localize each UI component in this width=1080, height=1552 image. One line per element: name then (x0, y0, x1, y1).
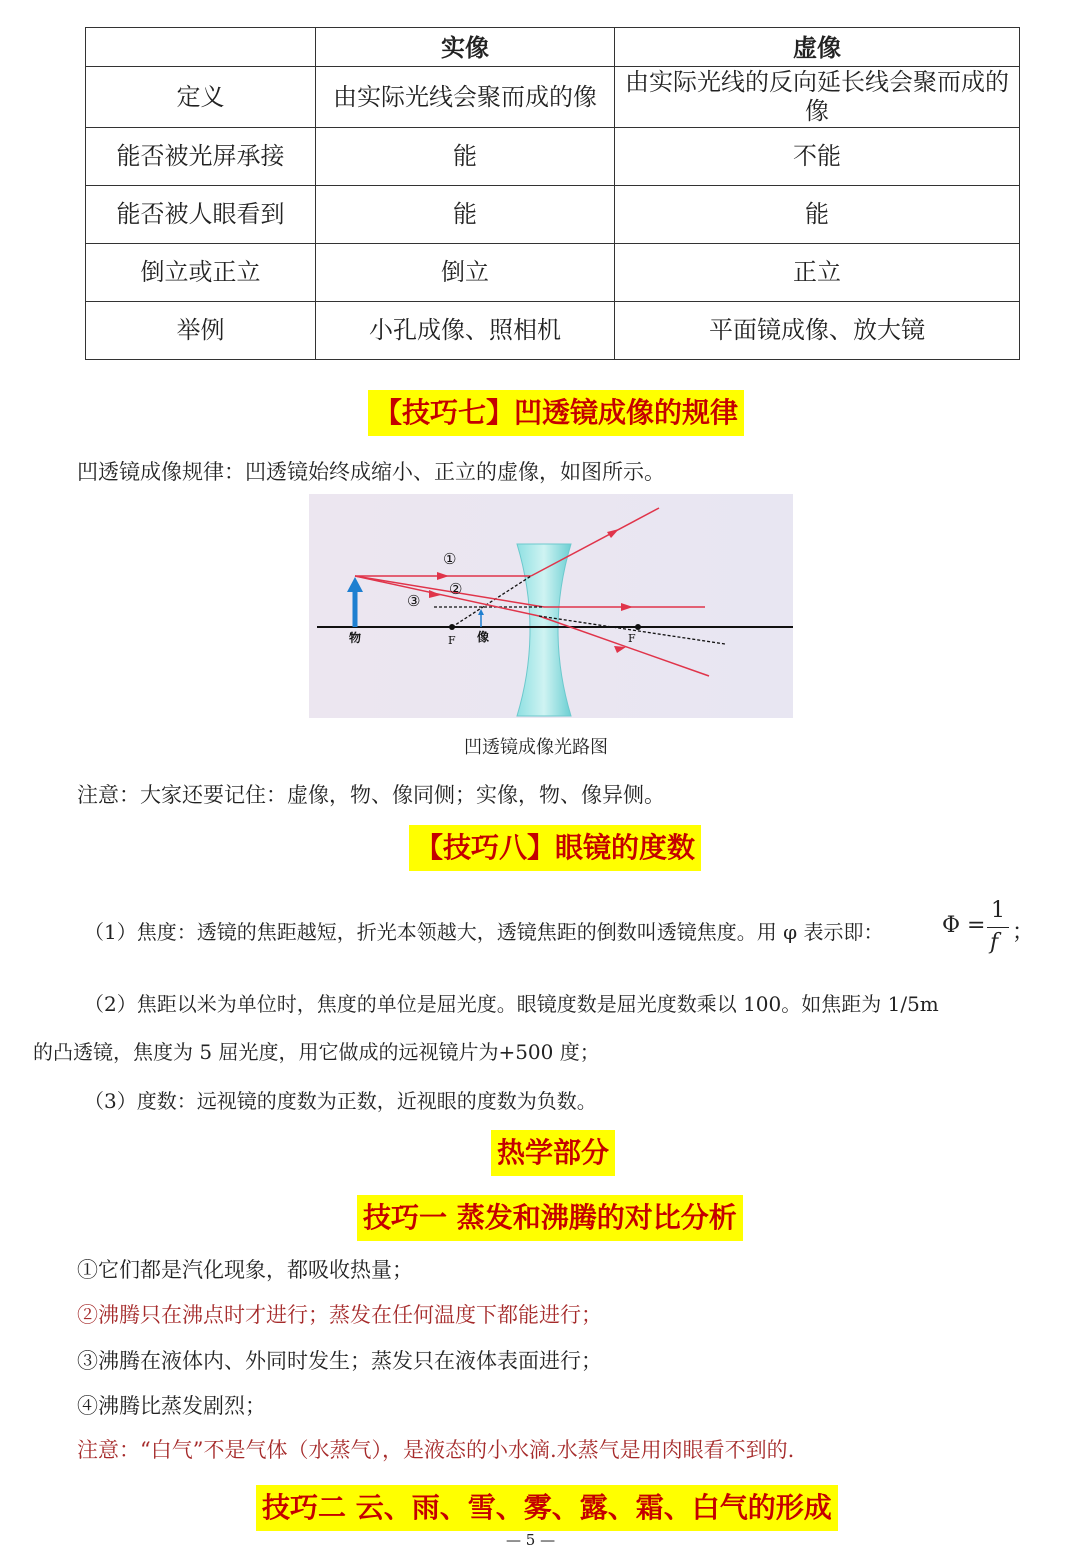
table-cell: 正立 (615, 244, 1020, 302)
table-row (86, 128, 1020, 186)
formula-tail: ； (1012, 920, 1035, 945)
table-header-cell: 实像 (316, 28, 615, 67)
ray-3-label: ③ (407, 592, 421, 610)
heat-item-3: ③沸腾在液体内、外同时发生；蒸发只在液体表面进行； (77, 1349, 602, 1373)
table-cell: 小孔成像、照相机 (316, 302, 615, 360)
table-cell: 不能 (615, 128, 1020, 186)
tip8-paragraph-2a: （2）焦距以米为单位时，焦度的单位是屈光度。眼镜度数是屈光度数乘以 100。如焦距为 1/5m (84, 992, 939, 1016)
table-cell: 定义 (86, 67, 316, 128)
heat-item-1: ①它们都是汽化现象，都吸收热量； (77, 1258, 413, 1282)
focus-right-label: F (628, 632, 636, 645)
tip7-note: 注意：大家还要记住：虚像，物、像同侧；实像，物、像异侧。 (77, 783, 665, 807)
comparison-table (85, 27, 1020, 360)
page-number: — 5 — (506, 1531, 556, 1549)
table-cell: 举例 (86, 302, 316, 360)
image-label: 像 (477, 630, 490, 644)
fraction-bar (987, 927, 1009, 928)
focal-power-formula-lhs: Φ = (942, 913, 986, 938)
heat-item-4: ④沸腾比蒸发剧烈； (77, 1394, 266, 1418)
table-cell: 由实际光线会聚而成的像 (316, 67, 615, 128)
tip7-heading: 【技巧七】凹透镜成像的规律 (368, 390, 744, 436)
figure-caption: 凹透镜成像光路图 (464, 737, 608, 758)
focus-left-dot (449, 624, 455, 630)
table-cell: 由实际光线的反向延长线会聚而成的像 (615, 67, 1020, 128)
table-cell: 平面镜成像、放大镜 (615, 302, 1020, 360)
formula-numerator: 1 (991, 898, 1005, 923)
table-header-cell (86, 28, 316, 67)
table-cell: 倒立或正立 (86, 244, 316, 302)
heat-section-heading: 热学部分 (491, 1130, 615, 1176)
table-cell: 能 (615, 186, 1020, 244)
formula-denominator: f (990, 930, 999, 955)
tip8-paragraph-3: （3）度数：远视镜的度数为正数，近视眼的度数为负数。 (84, 1089, 597, 1113)
concave-lens-diagram (309, 494, 793, 718)
heat-item-2: ②沸腾只在沸点时才进行；蒸发在任何温度下都能进行； (77, 1303, 602, 1327)
table-row (86, 302, 1020, 360)
table-cell: 能 (316, 128, 615, 186)
focus-right-dot (635, 624, 641, 630)
ray-1-label: ① (443, 550, 457, 568)
table-cell: 能 (316, 186, 615, 244)
table-cell: 倒立 (316, 244, 615, 302)
table-row (86, 67, 1020, 128)
tip8-heading: 【技巧八】眼镜的度数 (409, 825, 701, 871)
heat-tip1-heading: 技巧一 蒸发和沸腾的对比分析 (357, 1195, 743, 1241)
table-cell: 能否被人眼看到 (86, 186, 316, 244)
table-row (86, 244, 1020, 302)
heat-tip2-heading: 技巧二 云、雨、雪、雾、露、霜、白气的形成 (256, 1485, 838, 1531)
table-header-cell: 虚像 (615, 28, 1020, 67)
tip8-paragraph-1: （1）焦度：透镜的焦距越短，折光本领越大，透镜焦距的倒数叫透镜焦度。用 φ 表示即： (84, 920, 884, 944)
tip8-paragraph-2b: 的凸透镜，焦度为 5 屈光度，用它做成的远视镜片为+500 度； (33, 1040, 600, 1064)
table-cell: 能否被光屏承接 (86, 128, 316, 186)
heat-note: 注意：“白气”不是气体（水蒸气），是液态的小水滴.水蒸气是用肉眼看不到的. (77, 1438, 795, 1462)
table-row (86, 186, 1020, 244)
focus-left-label: F (448, 634, 456, 647)
tip7-text: 凹透镜成像规律：凹透镜始终成缩小、正立的虚像，如图所示。 (77, 460, 665, 484)
object-label: 物 (349, 631, 362, 645)
ray-2-label: ② (449, 580, 463, 598)
